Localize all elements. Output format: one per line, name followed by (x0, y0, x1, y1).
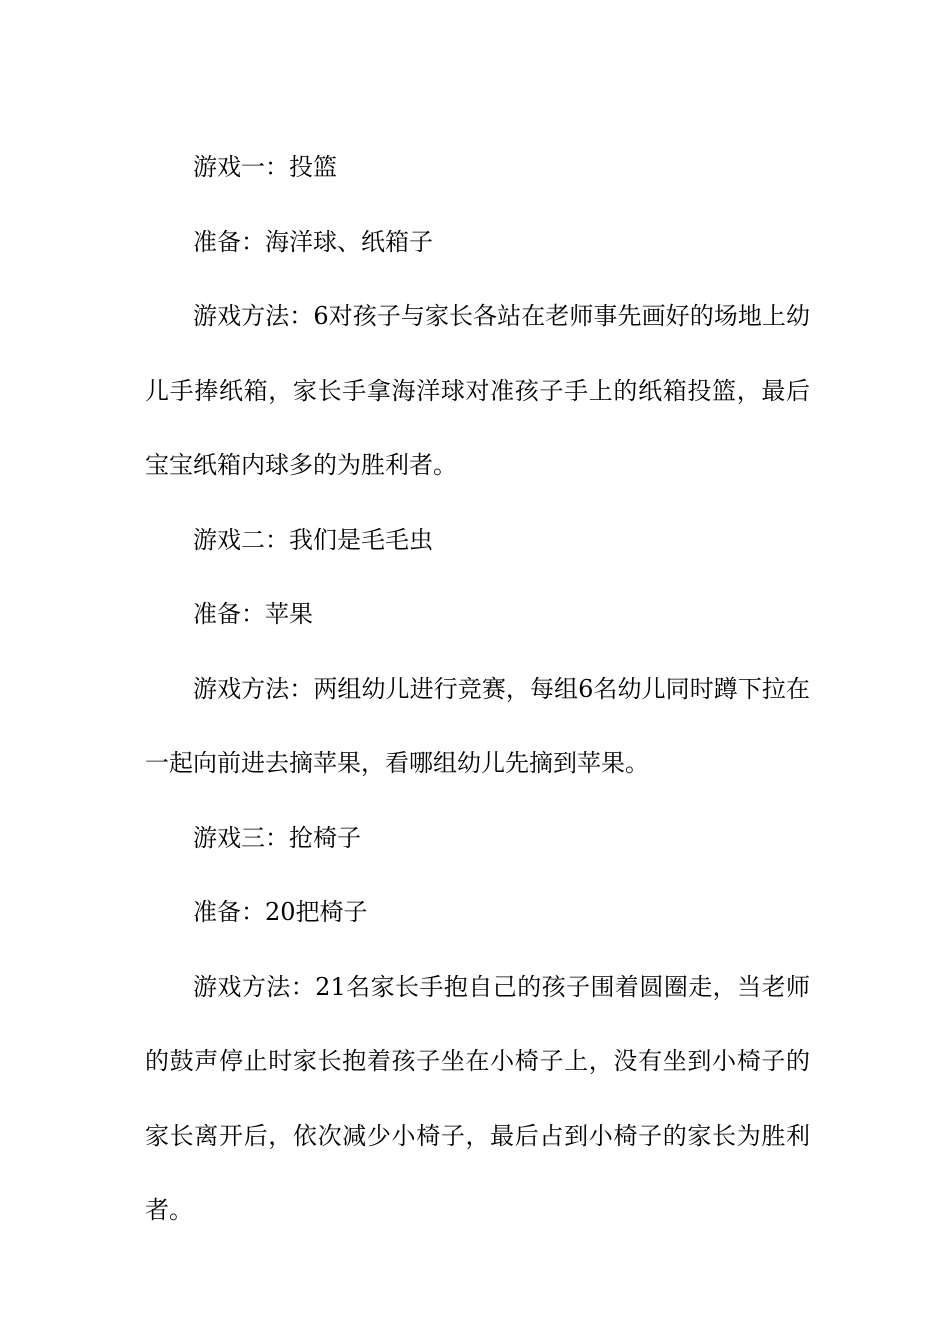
game-one-preparation: 准备：海洋球、纸箱子 (193, 227, 433, 256)
document-body (145, 130, 810, 1248)
game-three-preparation: 准备：20把椅子 (193, 898, 368, 926)
game-two-title: 游戏二：我们是毛毛虫 (193, 525, 433, 554)
game-three-title: 游戏三：抢椅子 (193, 823, 361, 852)
game-one-title: 游戏一：投篮 (193, 153, 337, 181)
game-two-method: 游戏方法：两组幼儿进行竞赛，每组6名幼儿同时蹲下拉在一起向前进去摘苹果，看哪组幼儿先摘到苹果。 (145, 674, 810, 777)
game-three-method: 游戏方法：21名家长手抱自己的孩子围着圆圈走，当老师的鼓声停止时家长抱着孩子坐在小椅子上，没有坐到小椅子的家长离开后，依次减少小椅子，最后占到小椅子的家长为胜利者。 (145, 972, 810, 1224)
game-one-method: 游戏方法：6对孩子与家长各站在老师事先画好的场地上幼儿手捧纸箱，家长手拿海洋球对准孩子手上的纸箱投篮，最后宝宝纸箱内球多的为胜利者。 (145, 302, 810, 479)
game-two-preparation: 准备：苹果 (193, 600, 313, 628)
